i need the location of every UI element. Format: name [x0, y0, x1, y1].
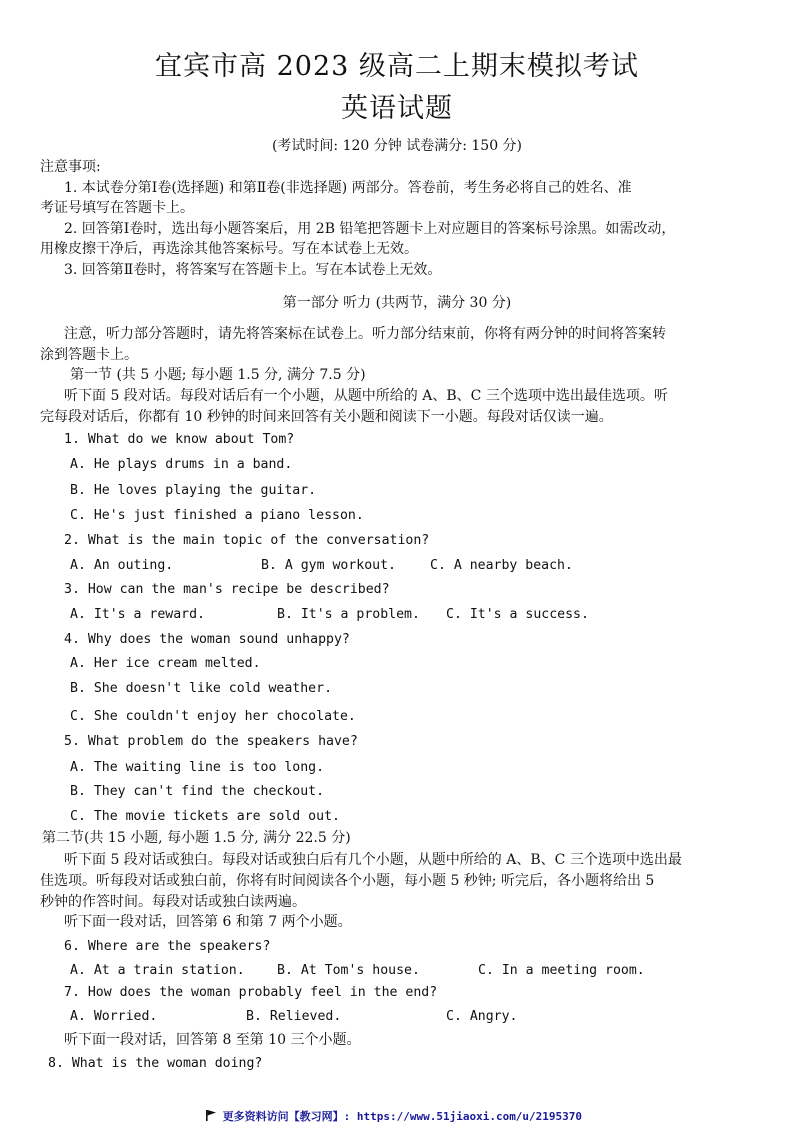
question-4-option-a: A. Her ice cream melted. [70, 656, 261, 671]
question-3-option-c: C. It's a success. [446, 607, 589, 622]
question-3-option-b: B. It's a problem. [277, 607, 420, 622]
notice-heading: 注意事项: [40, 159, 101, 175]
part1-note-line-1: 注意，听力部分答题时，请先将答案标在试卷上。听力部分结束前，你将有两分钟的时间将答案转 [64, 326, 666, 342]
question-3-option-a: A. It's a reward. [70, 607, 205, 622]
exam-info: (考试时间: 120 分钟 试卷满分: 150 分) [271, 138, 523, 154]
question-6-option-b: B. At Tom's house. [277, 963, 420, 978]
part1-note-line-2: 涂到答题卡上。 [40, 347, 138, 363]
question-2-option-a: A. An outing. [70, 558, 174, 573]
notice-item-1-line-2: 考证号填写在答题卡上。 [40, 200, 194, 216]
section1-heading: 第一节 (共 5 小题; 每小题 1.5 分, 满分 7.5 分) [70, 367, 366, 383]
notice-item-3: 3. 回答第Ⅱ卷时，将答案写在答题卡上。写在本试卷上无效。 [64, 262, 442, 278]
question-5-option-a: A. The waiting line is too long. [70, 760, 325, 775]
question-3-stem: 3. How can the man's recipe be described? [64, 582, 390, 597]
question-4-option-c: C. She couldn't enjoy her chocolate. [70, 709, 356, 724]
question-2-stem: 2. What is the main topic of the conversation? [64, 533, 430, 548]
question-1-option-c: C. He's just finished a piano lesson. [70, 508, 364, 523]
section2-instruction-line-2: 佳选项。听每段对话或独白前，你将有时间阅读各个小题，每小题 5 秒钟; 听完后，各小题将给出 5 [40, 873, 655, 889]
question-2-option-c: C. A nearby beach. [430, 558, 573, 573]
question-4-stem: 4. Why does the woman sound unhappy? [64, 632, 350, 647]
section2-heading: 第二节(共 15 小题, 每小题 1.5 分, 满分 22.5 分) [42, 830, 351, 846]
question-5-option-c: C. The movie tickets are sold out. [70, 809, 340, 824]
question-7-option-c: C. Angry. [446, 1009, 518, 1024]
section1-instruction-line-2: 完每段对话后，你都有 10 秒钟的时间来回答有关小题和阅读下一小题。每段对话仅读一遍。 [40, 409, 613, 425]
notice-item-1-line-1: 1. 本试卷分第Ⅰ卷(选择题) 和第Ⅱ卷(非选择题) 两部分。答卷前，考生务必将自己的姓名、准 [64, 180, 632, 196]
question-7-stem: 7. How does the woman probably feel in the end? [64, 985, 438, 1000]
question-5-stem: 5. What problem do the speakers have? [64, 734, 358, 749]
flag-icon [206, 1110, 223, 1123]
question-6-option-c: C. In a meeting room. [478, 963, 645, 978]
question-7-option-b: B. Relieved. [246, 1009, 342, 1024]
section2-instruction-line-1: 听下面 5 段对话或独白。每段对话或独白后有几个小题，从题中所给的 A、B、C 三个选项中选出最 [64, 852, 682, 868]
page-title: 宜宾市高 2023 级高二上期末模拟考试 [155, 51, 639, 82]
part1-heading: 第一部分 听力 (共两节，满分 30 分) [282, 295, 512, 311]
question-7-option-a: A. Worried. [70, 1009, 158, 1024]
section2-instruction-line-3: 秒钟的作答时间。每段对话或独白读两遍。 [40, 894, 306, 910]
question-8-stem: 8. What is the woman doing? [48, 1056, 263, 1071]
notice-item-2-line-2: 用橡皮擦干净后，再选涂其他答案标号。写在本试卷上无效。 [40, 241, 418, 257]
page-subtitle: 英语试题 [341, 93, 453, 124]
question-6-stem: 6. Where are the speakers? [64, 939, 271, 954]
dialog-6-intro: 听下面一段对话，回答第 6 和第 7 两个小题。 [64, 914, 352, 930]
question-5-option-b: B. They can't find the checkout. [70, 784, 325, 799]
footer [206, 1108, 582, 1124]
question-4-option-b: B. She doesn't like cold weather. [70, 681, 333, 696]
notice-item-2-line-1: 2. 回答第Ⅰ卷时，选出每小题答案后，用 2B 铅笔把答题卡上对应题目的答案标号涂黑。如需改动， [64, 221, 676, 237]
dialog-8-intro: 听下面一段对话，回答第 8 至第 10 三个小题。 [64, 1032, 361, 1048]
question-2-option-b: B. A gym workout. [261, 558, 396, 573]
footer-link[interactable]: 更多资料访问【教习网】: https://www.51jiaoxi.com/u/2195370 [222, 1110, 583, 1123]
section1-instruction-line-1: 听下面 5 段对话。每段对话后有一个小题，从题中所给的 A、B、C 三个选项中选出最佳选项。听 [64, 388, 668, 404]
question-6-option-a: A. At a train station. [70, 963, 245, 978]
question-1-option-b: B. He loves playing the guitar. [70, 483, 317, 498]
question-1-stem: 1. What do we know about Tom? [64, 432, 295, 447]
question-1-option-a: A. He plays drums in a band. [70, 457, 293, 472]
